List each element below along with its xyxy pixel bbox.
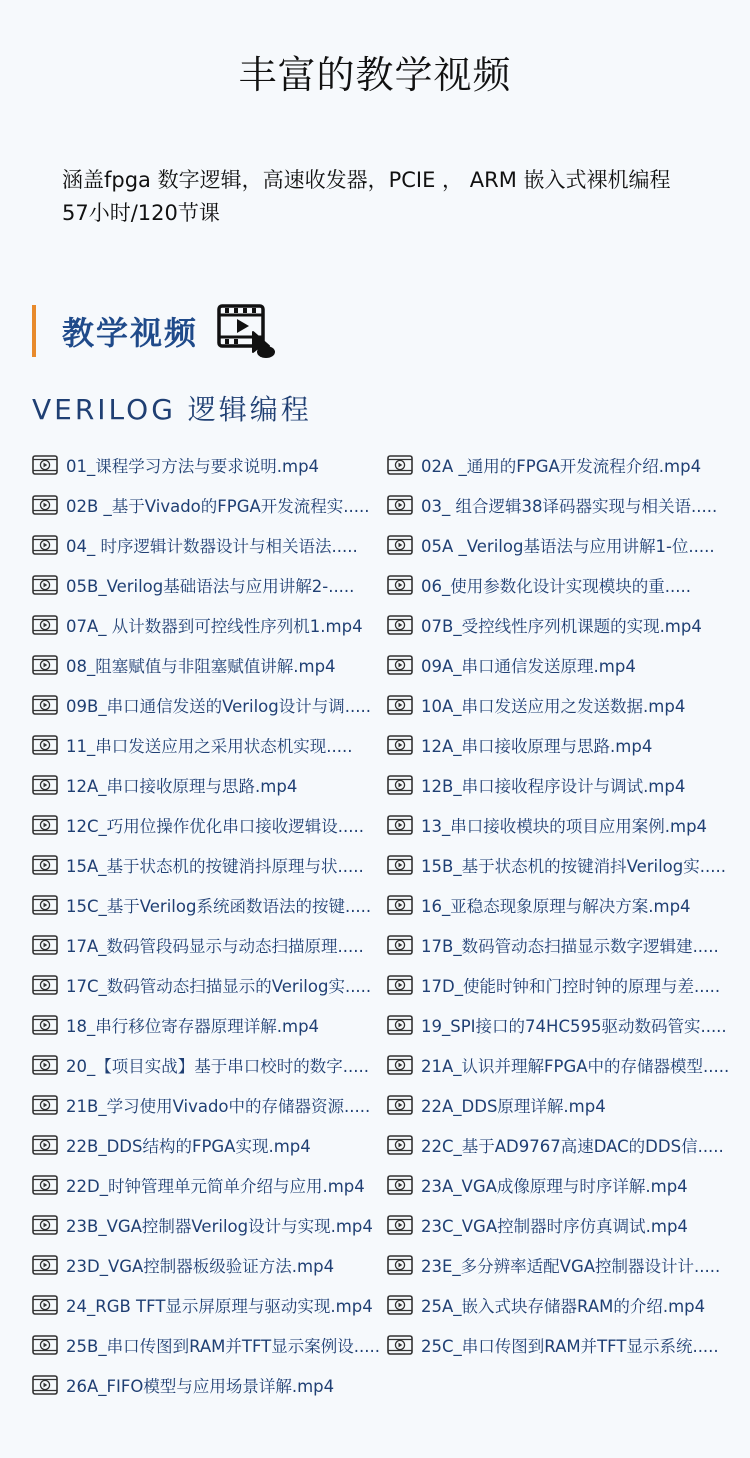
video-item-label: 03_ 组合逻辑38译码器实现与相关语.....: [421, 497, 718, 516]
video-item[interactable]: [387, 685, 732, 725]
video-item[interactable]: [32, 1365, 387, 1405]
video-item-label: 12A_串口接收原理与思路.mp4: [66, 777, 298, 796]
video-file-icon: [387, 575, 413, 595]
video-file-icon: [387, 615, 413, 635]
video-file-icon: [387, 895, 413, 915]
video-item[interactable]: [387, 965, 732, 1005]
video-item-label: 12B_串口接收程序设计与调试.mp4: [421, 777, 686, 796]
video-file-icon: [387, 815, 413, 835]
video-item-label: 17A_数码管段码显示与动态扫描原理.....: [66, 937, 364, 956]
video-file-icon: [32, 775, 58, 795]
video-file-icon: [387, 1095, 413, 1115]
video-item-label: 22B_DDS结构的FPGA实现.mp4: [66, 1137, 311, 1156]
video-file-icon: [387, 1055, 413, 1075]
video-file-icon: [32, 495, 58, 515]
video-item[interactable]: [387, 765, 732, 805]
video-item-label: 24_RGB TFT显示屏原理与驱动实现.mp4: [66, 1297, 373, 1316]
video-item-label: 17B_数码管动态扫描显示数字逻辑建.....: [421, 937, 719, 956]
video-file-icon: [32, 1095, 58, 1115]
video-item[interactable]: [387, 845, 732, 885]
video-item-label: 21B_学习使用Vivado中的存储器资源.....: [66, 1097, 371, 1116]
video-item-label: 25B_串口传图到RAM并TFT显示案例设.....: [66, 1337, 380, 1356]
video-file-icon: [387, 1015, 413, 1035]
video-file-icon: [387, 1215, 413, 1235]
video-file-icon: [32, 575, 58, 595]
video-file-icon: [32, 975, 58, 995]
video-item-label: 11_串口发送应用之采用状态机实现.....: [66, 737, 353, 756]
video-item[interactable]: [32, 525, 387, 565]
video-item[interactable]: [32, 485, 387, 525]
video-item[interactable]: [32, 605, 387, 645]
video-item-label: 23C_VGA控制器时序仿真调试.mp4: [421, 1217, 688, 1236]
video-item[interactable]: [387, 1325, 732, 1365]
video-file-icon: [387, 935, 413, 955]
video-item-label: 05A _Verilog基语法与应用讲解1-位.....: [421, 537, 715, 556]
page-title: 丰富的教学视频: [238, 53, 512, 97]
video-file-icon: [387, 455, 413, 475]
video-file-icon: [32, 1335, 58, 1355]
video-file-icon: [32, 1295, 58, 1315]
video-item-label: 08_阻塞赋值与非阻塞赋值讲解.mp4: [66, 657, 336, 676]
video-item[interactable]: [387, 445, 732, 485]
video-item-label: 17C_数码管动态扫描显示的Verilog实.....: [66, 977, 372, 996]
video-item[interactable]: [387, 565, 732, 605]
video-item[interactable]: [387, 925, 732, 965]
video-file-icon: [32, 815, 58, 835]
video-item-label: 09A_串口通信发送原理.mp4: [421, 657, 636, 676]
video-item[interactable]: [32, 925, 387, 965]
video-item[interactable]: [32, 965, 387, 1005]
video-item[interactable]: [32, 1165, 387, 1205]
video-file-icon: [32, 935, 58, 955]
video-file-icon: [387, 655, 413, 675]
video-file-icon: [32, 1015, 58, 1035]
video-item[interactable]: [387, 1045, 732, 1085]
video-file-icon: [387, 535, 413, 555]
video-item[interactable]: [387, 645, 732, 685]
video-item[interactable]: [387, 605, 732, 645]
video-item[interactable]: [32, 1045, 387, 1085]
video-item-label: 04_ 时序逻辑计数器设计与相关语法.....: [66, 537, 358, 556]
video-item-label: 18_串行移位寄存器原理详解.mp4: [66, 1017, 320, 1036]
video-file-icon: [32, 455, 58, 475]
video-item[interactable]: [387, 485, 732, 525]
video-item-label: 02B _基于Vivado的FPGA开发流程实.....: [66, 497, 370, 516]
video-item-label: 15B_基于状态机的按键消抖Verilog实.....: [421, 857, 726, 876]
video-item[interactable]: [32, 1205, 387, 1245]
video-item-label: 01_课程学习方法与要求说明.mp4: [66, 457, 320, 476]
video-file-icon: [32, 735, 58, 755]
video-item[interactable]: [32, 885, 387, 925]
video-item-label: 10A_串口发送应用之发送数据.mp4: [421, 697, 686, 716]
video-item-label: 17D_使能时钟和门控时钟的原理与差.....: [421, 977, 721, 996]
intro-text: [62, 164, 671, 230]
video-file-icon: [32, 1055, 58, 1075]
video-file-icon: [387, 1295, 413, 1315]
video-item[interactable]: [387, 1085, 732, 1125]
video-item[interactable]: [387, 525, 732, 565]
section-title: 教学视频: [62, 314, 199, 352]
intro-line-2: 57小时/120节课: [62, 201, 220, 225]
video-file-icon: [387, 855, 413, 875]
video-item[interactable]: [32, 565, 387, 605]
video-file-icon: [32, 1375, 58, 1395]
video-file-icon: [32, 895, 58, 915]
video-file-icon: [387, 1175, 413, 1195]
video-item-label: 22D_时钟管理单元简单介绍与应用.mp4: [66, 1177, 365, 1196]
video-item[interactable]: [32, 1245, 387, 1285]
video-item-label: 23A_VGA成像原理与时序详解.mp4: [421, 1177, 688, 1196]
video-file-icon: [32, 1215, 58, 1235]
video-item-label: 21A_认识并理解FPGA中的存储器模型.....: [421, 1057, 730, 1076]
video-item[interactable]: [32, 1285, 387, 1325]
video-item-label: 12A_串口接收原理与思路.mp4: [421, 737, 653, 756]
video-file-icon: [387, 1335, 413, 1355]
video-item-label: 25C_串口传图到RAM并TFT显示系统.....: [421, 1337, 719, 1356]
subheading: VERILOG 逻辑编程: [32, 393, 312, 426]
video-file-icon: [32, 655, 58, 675]
video-item[interactable]: [32, 1085, 387, 1125]
video-item[interactable]: [32, 645, 387, 685]
video-file-icon: [32, 695, 58, 715]
video-file-icon: [32, 1135, 58, 1155]
video-item-label: 05B_Verilog基础语法与应用讲解2-.....: [66, 577, 355, 596]
video-item-label: 12C_巧用位操作优化串口接收逻辑设.....: [66, 817, 364, 836]
video-file-icon: [387, 975, 413, 995]
video-item[interactable]: [32, 845, 387, 885]
video-item-label: 16_亚稳态现象原理与解决方案.mp4: [421, 897, 691, 916]
video-file-icon: [387, 695, 413, 715]
accent-bar: [32, 305, 36, 357]
video-item-label: 23D_VGA控制器板级验证方法.mp4: [66, 1257, 335, 1276]
video-item[interactable]: [387, 1165, 732, 1205]
video-item-label: 22A_DDS原理详解.mp4: [421, 1097, 606, 1116]
video-file-icon: [387, 1255, 413, 1275]
video-item-label: 23B_VGA控制器Verilog设计与实现.mp4: [66, 1217, 373, 1236]
video-file-icon: [32, 1175, 58, 1195]
video-item-label: 09B_串口通信发送的Verilog设计与调.....: [66, 697, 371, 716]
video-item-label: 13_串口接收模块的项目应用案例.mp4: [421, 817, 708, 836]
video-item-label: 06_使用参数化设计实现模块的重.....: [421, 577, 691, 596]
video-item-label: 15A_基于状态机的按键消抖原理与状.....: [66, 857, 364, 876]
section-header: [32, 305, 278, 357]
video-item-label: 22C_基于AD9767高速DAC的DDS信.....: [421, 1137, 724, 1156]
video-item[interactable]: [32, 685, 387, 725]
video-item-label: 15C_基于Verilog系统函数语法的按键.....: [66, 897, 372, 916]
intro-line-1: 涵盖fpga 数字逻辑，高速收发器，PCIE ， ARM 嵌入式裸机编程: [62, 168, 671, 192]
video-list: [32, 445, 732, 1405]
video-item-label: 20_【项目实战】基于串口校时的数字.....: [66, 1057, 369, 1076]
video-item[interactable]: [32, 805, 387, 845]
video-hand-icon: [216, 302, 278, 360]
video-file-icon: [387, 775, 413, 795]
video-file-icon: [387, 735, 413, 755]
video-file-icon: [32, 615, 58, 635]
video-item[interactable]: [32, 1125, 387, 1165]
video-item-label: 23E_多分辨率适配VGA控制器设计计.....: [421, 1257, 721, 1276]
video-item-label: 02A _通用的FPGA开发流程介绍.mp4: [421, 457, 702, 476]
video-file-icon: [387, 1135, 413, 1155]
video-item[interactable]: [32, 1005, 387, 1045]
video-item[interactable]: [387, 1125, 732, 1165]
video-item[interactable]: [387, 725, 732, 765]
video-item-label: 26A_FIFO模型与应用场景详解.mp4: [66, 1377, 335, 1396]
video-item[interactable]: [387, 1285, 732, 1325]
video-item[interactable]: [32, 1325, 387, 1365]
video-item-label: 25A_嵌入式块存储器RAM的介绍.mp4: [421, 1297, 706, 1316]
video-item[interactable]: [387, 805, 732, 845]
video-item[interactable]: [387, 1245, 732, 1285]
video-item[interactable]: [32, 725, 387, 765]
video-item-label: 19_SPI接口的74HC595驱动数码管实.....: [421, 1017, 727, 1036]
video-item[interactable]: [387, 885, 732, 925]
video-item[interactable]: [32, 765, 387, 805]
video-file-icon: [387, 495, 413, 515]
video-item-label: 07B_受控线性序列机课题的实现.mp4: [421, 617, 702, 636]
video-item[interactable]: [32, 445, 387, 485]
video-file-icon: [32, 1255, 58, 1275]
video-item[interactable]: [387, 1005, 732, 1045]
video-item-label: 07A_ 从计数器到可控线性序列机1.mp4: [66, 617, 363, 636]
video-file-icon: [32, 855, 58, 875]
video-item[interactable]: [387, 1205, 732, 1245]
video-file-icon: [32, 535, 58, 555]
